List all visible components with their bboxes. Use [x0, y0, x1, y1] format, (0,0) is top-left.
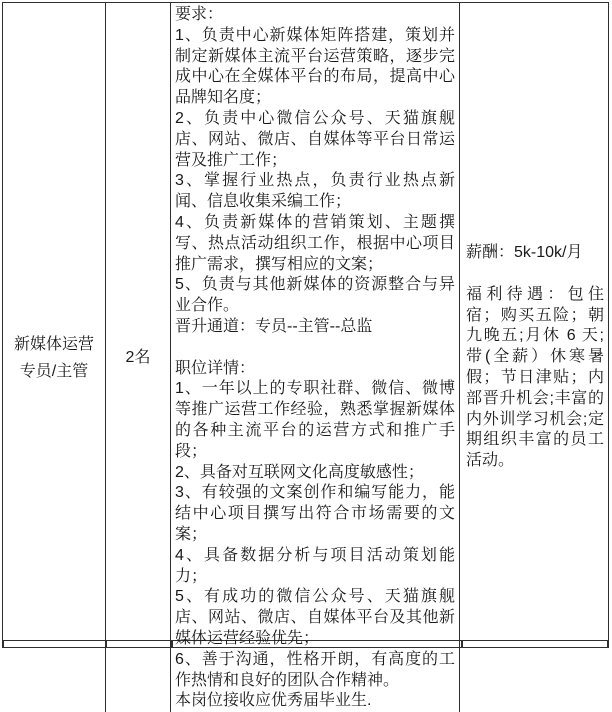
- headcount: 2名: [125, 349, 151, 367]
- detail-item: 4、具备数据分析与项目活动策划能力；: [175, 546, 455, 585]
- job-title: 新媒体运营专员/主管: [13, 335, 94, 380]
- detail-item: 3、有较强的文案创作和编写能力，能结中心项目撰写出符合市场需要的文案；: [175, 484, 455, 543]
- promotion-path: 晋升通道：专员--主管--总监: [175, 317, 373, 335]
- next-row-clipped-line: [2, 647, 609, 649]
- detail-item: 2、具备对互联网文化高度敏感性；: [175, 463, 424, 481]
- requirement-item: 2、负责中心微信公众号、天猫旗舰店、网站、微店、自媒体等平台日常运营及推广工作；: [175, 109, 455, 169]
- detail-item: 1、一年以上的专职社群、微信、微博等推广运营工作经验，熟悉掌握新媒体的各种主流平台的运营方式和推广手段；: [175, 380, 455, 460]
- job-title-cell: [3, 3, 105, 712]
- requirements-title: 要求：: [175, 6, 224, 23]
- requirement-item: 5、负责与其他新媒体的资源整合与异业合作。: [175, 276, 455, 315]
- detail-item: 6、善于沟通，性格开朗，有高度的工作热情和良好的团队合作精神。: [175, 650, 455, 689]
- blank-line: [175, 338, 455, 359]
- details-title: 职位详情：: [175, 359, 256, 377]
- requirement-item: 1、负责中心新媒体矩阵搭建，策划并制定新媒体主流平台运营策略，逐步完成中心在全媒体平台的布局，提高中心品牌知名度；: [175, 26, 455, 107]
- compensation-cell: [459, 3, 608, 712]
- detail-item: 5、有成功的微信公众号、天猫旗舰店、网站、微店、自媒体平台及其他新媒体运营经验优先；: [175, 588, 455, 647]
- requirement-item: 4、负责新媒体的营销策划、主题撰写、热点活动组织工作，根据中心项目推广需求，撰写相应的文案；: [175, 213, 455, 273]
- benefits: 福利待遇：包住宿；购买五险；朝九晚五;月休 6 天;带(全薪）休寒暑假；节日津贴；内部晋升机会;丰富的内外训学习机会;定期组织丰富的员工活动。: [466, 285, 604, 470]
- requirement-item: 3、掌握行业热点，负责行业热点新闻、信息收集采编工作；: [175, 172, 455, 211]
- footer-note: 本岗位接收应优秀届毕业生.: [175, 692, 372, 710]
- salary: 薪酬：5k-10k/月: [466, 244, 583, 262]
- job-description-cell: [170, 3, 459, 712]
- job-table: [2, 2, 609, 710]
- headcount-cell: [105, 3, 170, 712]
